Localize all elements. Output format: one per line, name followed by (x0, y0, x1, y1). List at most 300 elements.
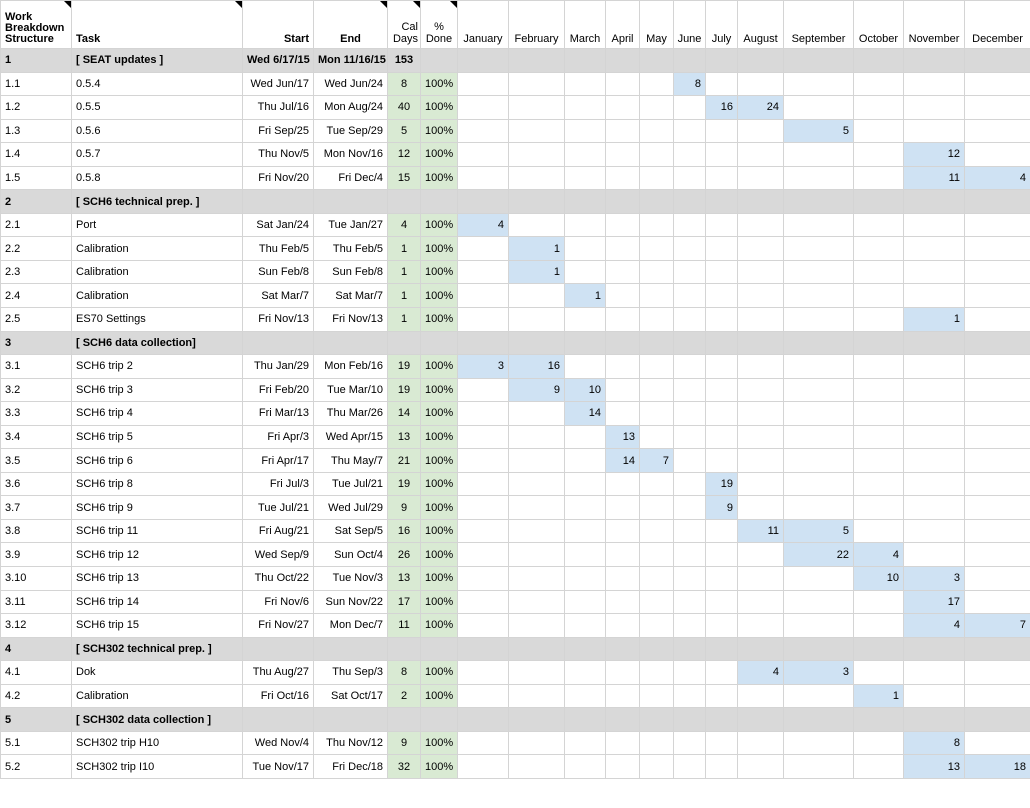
task-cell[interactable]: SCH6 trip 15 (72, 614, 243, 638)
wbs-cell[interactable]: 1.5 (1, 166, 72, 190)
days-cell[interactable]: 21 (388, 449, 421, 473)
done-cell[interactable]: 100% (421, 378, 458, 402)
month-cell[interactable] (706, 755, 738, 779)
month-cell[interactable] (640, 637, 674, 661)
gantt-bar-cell[interactable]: 14 (606, 449, 640, 473)
wbs-cell[interactable]: 4.1 (1, 661, 72, 685)
month-cell[interactable] (509, 496, 565, 520)
wbs-cell[interactable]: 5 (1, 708, 72, 732)
month-cell[interactable] (854, 425, 904, 449)
month-cell[interactable] (565, 425, 606, 449)
month-cell[interactable] (738, 143, 784, 167)
month-cell[interactable] (784, 402, 854, 426)
month-cell[interactable] (565, 472, 606, 496)
end-cell[interactable]: Tue Jul/21 (314, 472, 388, 496)
days-cell[interactable]: 13 (388, 425, 421, 449)
gantt-bar-cell[interactable]: 10 (565, 378, 606, 402)
header-month[interactable]: July (706, 1, 738, 49)
wbs-cell[interactable]: 3.2 (1, 378, 72, 402)
month-cell[interactable] (640, 190, 674, 214)
month-cell[interactable] (854, 472, 904, 496)
task-cell[interactable]: 0.5.8 (72, 166, 243, 190)
gantt-bar-cell[interactable]: 1 (509, 260, 565, 284)
task-cell[interactable]: Calibration (72, 284, 243, 308)
start-cell[interactable]: Wed Nov/4 (243, 731, 314, 755)
month-cell[interactable] (854, 402, 904, 426)
month-cell[interactable] (854, 237, 904, 261)
month-cell[interactable] (674, 614, 706, 638)
month-cell[interactable] (904, 284, 965, 308)
month-cell[interactable] (706, 284, 738, 308)
month-cell[interactable] (738, 708, 784, 732)
start-cell[interactable]: Thu Oct/22 (243, 567, 314, 591)
end-cell[interactable]: Sat Sep/5 (314, 519, 388, 543)
month-cell[interactable] (965, 260, 1030, 284)
month-cell[interactable] (904, 355, 965, 379)
wbs-cell[interactable]: 1.1 (1, 72, 72, 96)
month-cell[interactable] (509, 425, 565, 449)
wbs-cell[interactable]: 2.4 (1, 284, 72, 308)
days-cell[interactable]: 9 (388, 496, 421, 520)
header-month[interactable]: April (606, 1, 640, 49)
month-cell[interactable] (606, 284, 640, 308)
month-cell[interactable] (640, 119, 674, 143)
month-cell[interactable] (565, 190, 606, 214)
month-cell[interactable] (706, 731, 738, 755)
month-cell[interactable] (458, 96, 509, 120)
month-cell[interactable] (674, 567, 706, 591)
month-cell[interactable] (738, 237, 784, 261)
start-cell[interactable]: Thu Feb/5 (243, 237, 314, 261)
month-cell[interactable] (565, 543, 606, 567)
task-cell[interactable]: SCH302 trip I10 (72, 755, 243, 779)
gantt-bar-cell[interactable]: 8 (904, 731, 965, 755)
done-cell[interactable]: 100% (421, 143, 458, 167)
task-cell[interactable]: SCH6 trip 14 (72, 590, 243, 614)
month-cell[interactable] (565, 449, 606, 473)
done-cell[interactable] (421, 190, 458, 214)
done-cell[interactable]: 100% (421, 519, 458, 543)
month-cell[interactable] (784, 755, 854, 779)
month-cell[interactable] (606, 684, 640, 708)
month-cell[interactable] (674, 331, 706, 355)
month-cell[interactable] (904, 213, 965, 237)
month-cell[interactable] (565, 331, 606, 355)
month-cell[interactable] (674, 472, 706, 496)
month-cell[interactable] (674, 708, 706, 732)
month-cell[interactable] (706, 260, 738, 284)
month-cell[interactable] (606, 213, 640, 237)
task-cell[interactable]: Port (72, 213, 243, 237)
month-cell[interactable] (904, 190, 965, 214)
month-cell[interactable] (458, 308, 509, 332)
month-cell[interactable] (706, 614, 738, 638)
gantt-bar-cell[interactable]: 16 (706, 96, 738, 120)
month-cell[interactable] (706, 661, 738, 685)
month-cell[interactable] (706, 637, 738, 661)
month-cell[interactable] (458, 472, 509, 496)
month-cell[interactable] (565, 49, 606, 73)
done-cell[interactable] (421, 49, 458, 73)
gantt-bar-cell[interactable]: 5 (784, 519, 854, 543)
month-cell[interactable] (965, 731, 1030, 755)
wbs-cell[interactable]: 3.12 (1, 614, 72, 638)
task-cell[interactable]: SCH6 trip 5 (72, 425, 243, 449)
start-cell[interactable]: Tue Jul/21 (243, 496, 314, 520)
done-cell[interactable] (421, 708, 458, 732)
month-cell[interactable] (606, 72, 640, 96)
gantt-bar-cell[interactable]: 17 (904, 590, 965, 614)
done-cell[interactable]: 100% (421, 567, 458, 591)
end-cell[interactable] (314, 190, 388, 214)
month-cell[interactable] (854, 496, 904, 520)
days-cell[interactable]: 16 (388, 519, 421, 543)
month-cell[interactable] (674, 402, 706, 426)
month-cell[interactable] (565, 731, 606, 755)
month-cell[interactable] (640, 590, 674, 614)
gantt-bar-cell[interactable]: 3 (904, 567, 965, 591)
days-cell[interactable]: 8 (388, 661, 421, 685)
month-cell[interactable] (854, 143, 904, 167)
month-cell[interactable] (904, 684, 965, 708)
month-cell[interactable] (904, 260, 965, 284)
month-cell[interactable] (738, 637, 784, 661)
days-cell[interactable]: 19 (388, 472, 421, 496)
month-cell[interactable] (606, 567, 640, 591)
end-cell[interactable]: Mon Aug/24 (314, 96, 388, 120)
month-cell[interactable] (458, 590, 509, 614)
month-cell[interactable] (565, 72, 606, 96)
month-cell[interactable] (509, 590, 565, 614)
wbs-cell[interactable]: 2.2 (1, 237, 72, 261)
task-cell[interactable]: SCH6 trip 2 (72, 355, 243, 379)
month-cell[interactable] (509, 661, 565, 685)
gantt-bar-cell[interactable]: 3 (784, 661, 854, 685)
done-cell[interactable]: 100% (421, 449, 458, 473)
month-cell[interactable] (738, 49, 784, 73)
month-cell[interactable] (738, 355, 784, 379)
month-cell[interactable] (509, 614, 565, 638)
month-cell[interactable] (674, 308, 706, 332)
month-cell[interactable] (509, 755, 565, 779)
month-cell[interactable] (509, 402, 565, 426)
month-cell[interactable] (509, 708, 565, 732)
month-cell[interactable] (854, 308, 904, 332)
month-cell[interactable] (854, 49, 904, 73)
header-month[interactable]: October (854, 1, 904, 49)
month-cell[interactable] (965, 449, 1030, 473)
month-cell[interactable] (458, 425, 509, 449)
month-cell[interactable] (509, 519, 565, 543)
month-cell[interactable] (854, 614, 904, 638)
month-cell[interactable] (565, 308, 606, 332)
task-cell[interactable]: SCH6 trip 11 (72, 519, 243, 543)
month-cell[interactable] (509, 72, 565, 96)
month-cell[interactable] (606, 355, 640, 379)
start-cell[interactable]: Wed 6/17/15 (243, 49, 314, 73)
month-cell[interactable] (904, 472, 965, 496)
done-cell[interactable]: 100% (421, 590, 458, 614)
month-cell[interactable] (965, 213, 1030, 237)
month-cell[interactable] (674, 49, 706, 73)
month-cell[interactable] (904, 49, 965, 73)
month-cell[interactable] (606, 402, 640, 426)
month-cell[interactable] (706, 708, 738, 732)
month-cell[interactable] (738, 731, 784, 755)
month-cell[interactable] (965, 519, 1030, 543)
month-cell[interactable] (606, 119, 640, 143)
start-cell[interactable]: Fri Nov/6 (243, 590, 314, 614)
header-month[interactable]: February (509, 1, 565, 49)
month-cell[interactable] (854, 72, 904, 96)
month-cell[interactable] (965, 708, 1030, 732)
month-cell[interactable] (706, 567, 738, 591)
month-cell[interactable] (458, 496, 509, 520)
month-cell[interactable] (965, 119, 1030, 143)
wbs-cell[interactable]: 3.5 (1, 449, 72, 473)
month-cell[interactable] (904, 237, 965, 261)
month-cell[interactable] (854, 190, 904, 214)
done-cell[interactable]: 100% (421, 496, 458, 520)
month-cell[interactable] (458, 331, 509, 355)
month-cell[interactable] (784, 237, 854, 261)
month-cell[interactable] (606, 166, 640, 190)
gantt-bar-cell[interactable]: 8 (674, 72, 706, 96)
month-cell[interactable] (509, 637, 565, 661)
header-month[interactable]: September (784, 1, 854, 49)
month-cell[interactable] (509, 684, 565, 708)
month-cell[interactable] (784, 308, 854, 332)
month-cell[interactable] (640, 143, 674, 167)
done-cell[interactable]: 100% (421, 543, 458, 567)
month-cell[interactable] (606, 260, 640, 284)
month-cell[interactable] (640, 72, 674, 96)
task-cell[interactable]: SCH302 trip H10 (72, 731, 243, 755)
month-cell[interactable] (674, 590, 706, 614)
header-end[interactable] (314, 1, 388, 49)
month-cell[interactable] (904, 708, 965, 732)
month-cell[interactable] (674, 237, 706, 261)
start-cell[interactable]: Fri Mar/13 (243, 402, 314, 426)
done-cell[interactable]: 100% (421, 166, 458, 190)
month-cell[interactable] (784, 425, 854, 449)
done-cell[interactable]: 100% (421, 237, 458, 261)
month-cell[interactable] (606, 190, 640, 214)
month-cell[interactable] (784, 472, 854, 496)
month-cell[interactable] (458, 402, 509, 426)
start-cell[interactable]: Fri Nov/27 (243, 614, 314, 638)
end-cell[interactable]: Thu Sep/3 (314, 661, 388, 685)
days-cell[interactable]: 1 (388, 308, 421, 332)
month-cell[interactable] (606, 755, 640, 779)
done-cell[interactable]: 100% (421, 402, 458, 426)
gantt-bar-cell[interactable]: 12 (904, 143, 965, 167)
days-cell[interactable]: 12 (388, 143, 421, 167)
month-cell[interactable] (509, 213, 565, 237)
month-cell[interactable] (706, 425, 738, 449)
month-cell[interactable] (738, 308, 784, 332)
start-cell[interactable]: Fri Nov/20 (243, 166, 314, 190)
month-cell[interactable] (674, 260, 706, 284)
wbs-cell[interactable]: 3.3 (1, 402, 72, 426)
month-cell[interactable] (458, 543, 509, 567)
month-cell[interactable] (965, 637, 1030, 661)
wbs-cell[interactable]: 4.2 (1, 684, 72, 708)
wbs-cell[interactable]: 2 (1, 190, 72, 214)
month-cell[interactable] (674, 190, 706, 214)
month-cell[interactable] (458, 72, 509, 96)
task-cell[interactable]: 0.5.6 (72, 119, 243, 143)
wbs-cell[interactable]: 3 (1, 331, 72, 355)
task-cell[interactable]: [ SCH302 data collection ] (72, 708, 243, 732)
month-cell[interactable] (784, 355, 854, 379)
start-cell[interactable]: Fri Feb/20 (243, 378, 314, 402)
month-cell[interactable] (706, 590, 738, 614)
month-cell[interactable] (509, 449, 565, 473)
month-cell[interactable] (738, 331, 784, 355)
month-cell[interactable] (854, 378, 904, 402)
days-cell[interactable] (388, 708, 421, 732)
month-cell[interactable] (965, 472, 1030, 496)
end-cell[interactable]: Sat Mar/7 (314, 284, 388, 308)
month-cell[interactable] (706, 190, 738, 214)
month-cell[interactable] (904, 637, 965, 661)
month-cell[interactable] (458, 49, 509, 73)
header-start[interactable] (243, 1, 314, 49)
month-cell[interactable] (640, 519, 674, 543)
task-cell[interactable]: SCH6 trip 13 (72, 567, 243, 591)
month-cell[interactable] (854, 355, 904, 379)
month-cell[interactable] (854, 213, 904, 237)
month-cell[interactable] (706, 449, 738, 473)
header-month[interactable]: June (674, 1, 706, 49)
month-cell[interactable] (965, 355, 1030, 379)
month-cell[interactable] (640, 378, 674, 402)
month-cell[interactable] (458, 166, 509, 190)
month-cell[interactable] (738, 166, 784, 190)
month-cell[interactable] (854, 331, 904, 355)
gantt-bar-cell[interactable]: 4 (854, 543, 904, 567)
filter-icon[interactable] (413, 1, 420, 8)
start-cell[interactable]: Fri Sep/25 (243, 119, 314, 143)
month-cell[interactable] (904, 119, 965, 143)
month-cell[interactable] (565, 355, 606, 379)
start-cell[interactable]: Thu Jul/16 (243, 96, 314, 120)
month-cell[interactable] (640, 661, 674, 685)
month-cell[interactable] (640, 425, 674, 449)
month-cell[interactable] (565, 496, 606, 520)
gantt-bar-cell[interactable]: 19 (706, 472, 738, 496)
month-cell[interactable] (904, 449, 965, 473)
month-cell[interactable] (606, 308, 640, 332)
month-cell[interactable] (674, 355, 706, 379)
month-cell[interactable] (965, 590, 1030, 614)
task-cell[interactable]: ES70 Settings (72, 308, 243, 332)
month-cell[interactable] (784, 72, 854, 96)
month-cell[interactable] (738, 449, 784, 473)
task-cell[interactable]: Dok (72, 661, 243, 685)
month-cell[interactable] (706, 213, 738, 237)
month-cell[interactable] (606, 637, 640, 661)
month-cell[interactable] (904, 496, 965, 520)
gantt-bar-cell[interactable]: 14 (565, 402, 606, 426)
month-cell[interactable] (965, 567, 1030, 591)
month-cell[interactable] (784, 96, 854, 120)
days-cell[interactable] (388, 637, 421, 661)
days-cell[interactable]: 8 (388, 72, 421, 96)
month-cell[interactable] (640, 96, 674, 120)
end-cell[interactable]: Mon Feb/16 (314, 355, 388, 379)
start-cell[interactable] (243, 708, 314, 732)
month-cell[interactable] (509, 190, 565, 214)
month-cell[interactable] (509, 49, 565, 73)
month-cell[interactable] (458, 567, 509, 591)
month-cell[interactable] (458, 260, 509, 284)
month-cell[interactable] (674, 496, 706, 520)
end-cell[interactable]: Sun Oct/4 (314, 543, 388, 567)
month-cell[interactable] (640, 308, 674, 332)
done-cell[interactable]: 100% (421, 96, 458, 120)
days-cell[interactable]: 14 (388, 402, 421, 426)
month-cell[interactable] (565, 213, 606, 237)
month-cell[interactable] (674, 378, 706, 402)
month-cell[interactable] (854, 755, 904, 779)
days-cell[interactable]: 19 (388, 355, 421, 379)
month-cell[interactable] (965, 496, 1030, 520)
month-cell[interactable] (674, 755, 706, 779)
days-cell[interactable]: 1 (388, 237, 421, 261)
start-cell[interactable]: Wed Jun/17 (243, 72, 314, 96)
month-cell[interactable] (854, 661, 904, 685)
month-cell[interactable] (640, 472, 674, 496)
month-cell[interactable] (606, 731, 640, 755)
month-cell[interactable] (738, 190, 784, 214)
task-cell[interactable]: SCH6 trip 12 (72, 543, 243, 567)
month-cell[interactable] (674, 519, 706, 543)
gantt-bar-cell[interactable]: 18 (965, 755, 1030, 779)
month-cell[interactable] (706, 519, 738, 543)
month-cell[interactable] (738, 567, 784, 591)
done-cell[interactable]: 100% (421, 425, 458, 449)
start-cell[interactable]: Fri Nov/13 (243, 308, 314, 332)
gantt-bar-cell[interactable]: 9 (509, 378, 565, 402)
wbs-cell[interactable]: 3.6 (1, 472, 72, 496)
month-cell[interactable] (509, 331, 565, 355)
month-cell[interactable] (854, 96, 904, 120)
month-cell[interactable] (706, 308, 738, 332)
month-cell[interactable] (458, 119, 509, 143)
month-cell[interactable] (606, 496, 640, 520)
gantt-bar-cell[interactable]: 13 (606, 425, 640, 449)
month-cell[interactable] (904, 519, 965, 543)
month-cell[interactable] (738, 543, 784, 567)
month-cell[interactable] (606, 708, 640, 732)
wbs-cell[interactable]: 3.7 (1, 496, 72, 520)
task-cell[interactable]: SCH6 trip 3 (72, 378, 243, 402)
end-cell[interactable]: Wed Jun/24 (314, 72, 388, 96)
month-cell[interactable] (674, 96, 706, 120)
month-cell[interactable] (458, 708, 509, 732)
month-cell[interactable] (606, 519, 640, 543)
month-cell[interactable] (509, 308, 565, 332)
month-cell[interactable] (854, 166, 904, 190)
month-cell[interactable] (606, 472, 640, 496)
month-cell[interactable] (640, 284, 674, 308)
days-cell[interactable]: 40 (388, 96, 421, 120)
month-cell[interactable] (606, 378, 640, 402)
month-cell[interactable] (854, 519, 904, 543)
days-cell[interactable]: 1 (388, 260, 421, 284)
